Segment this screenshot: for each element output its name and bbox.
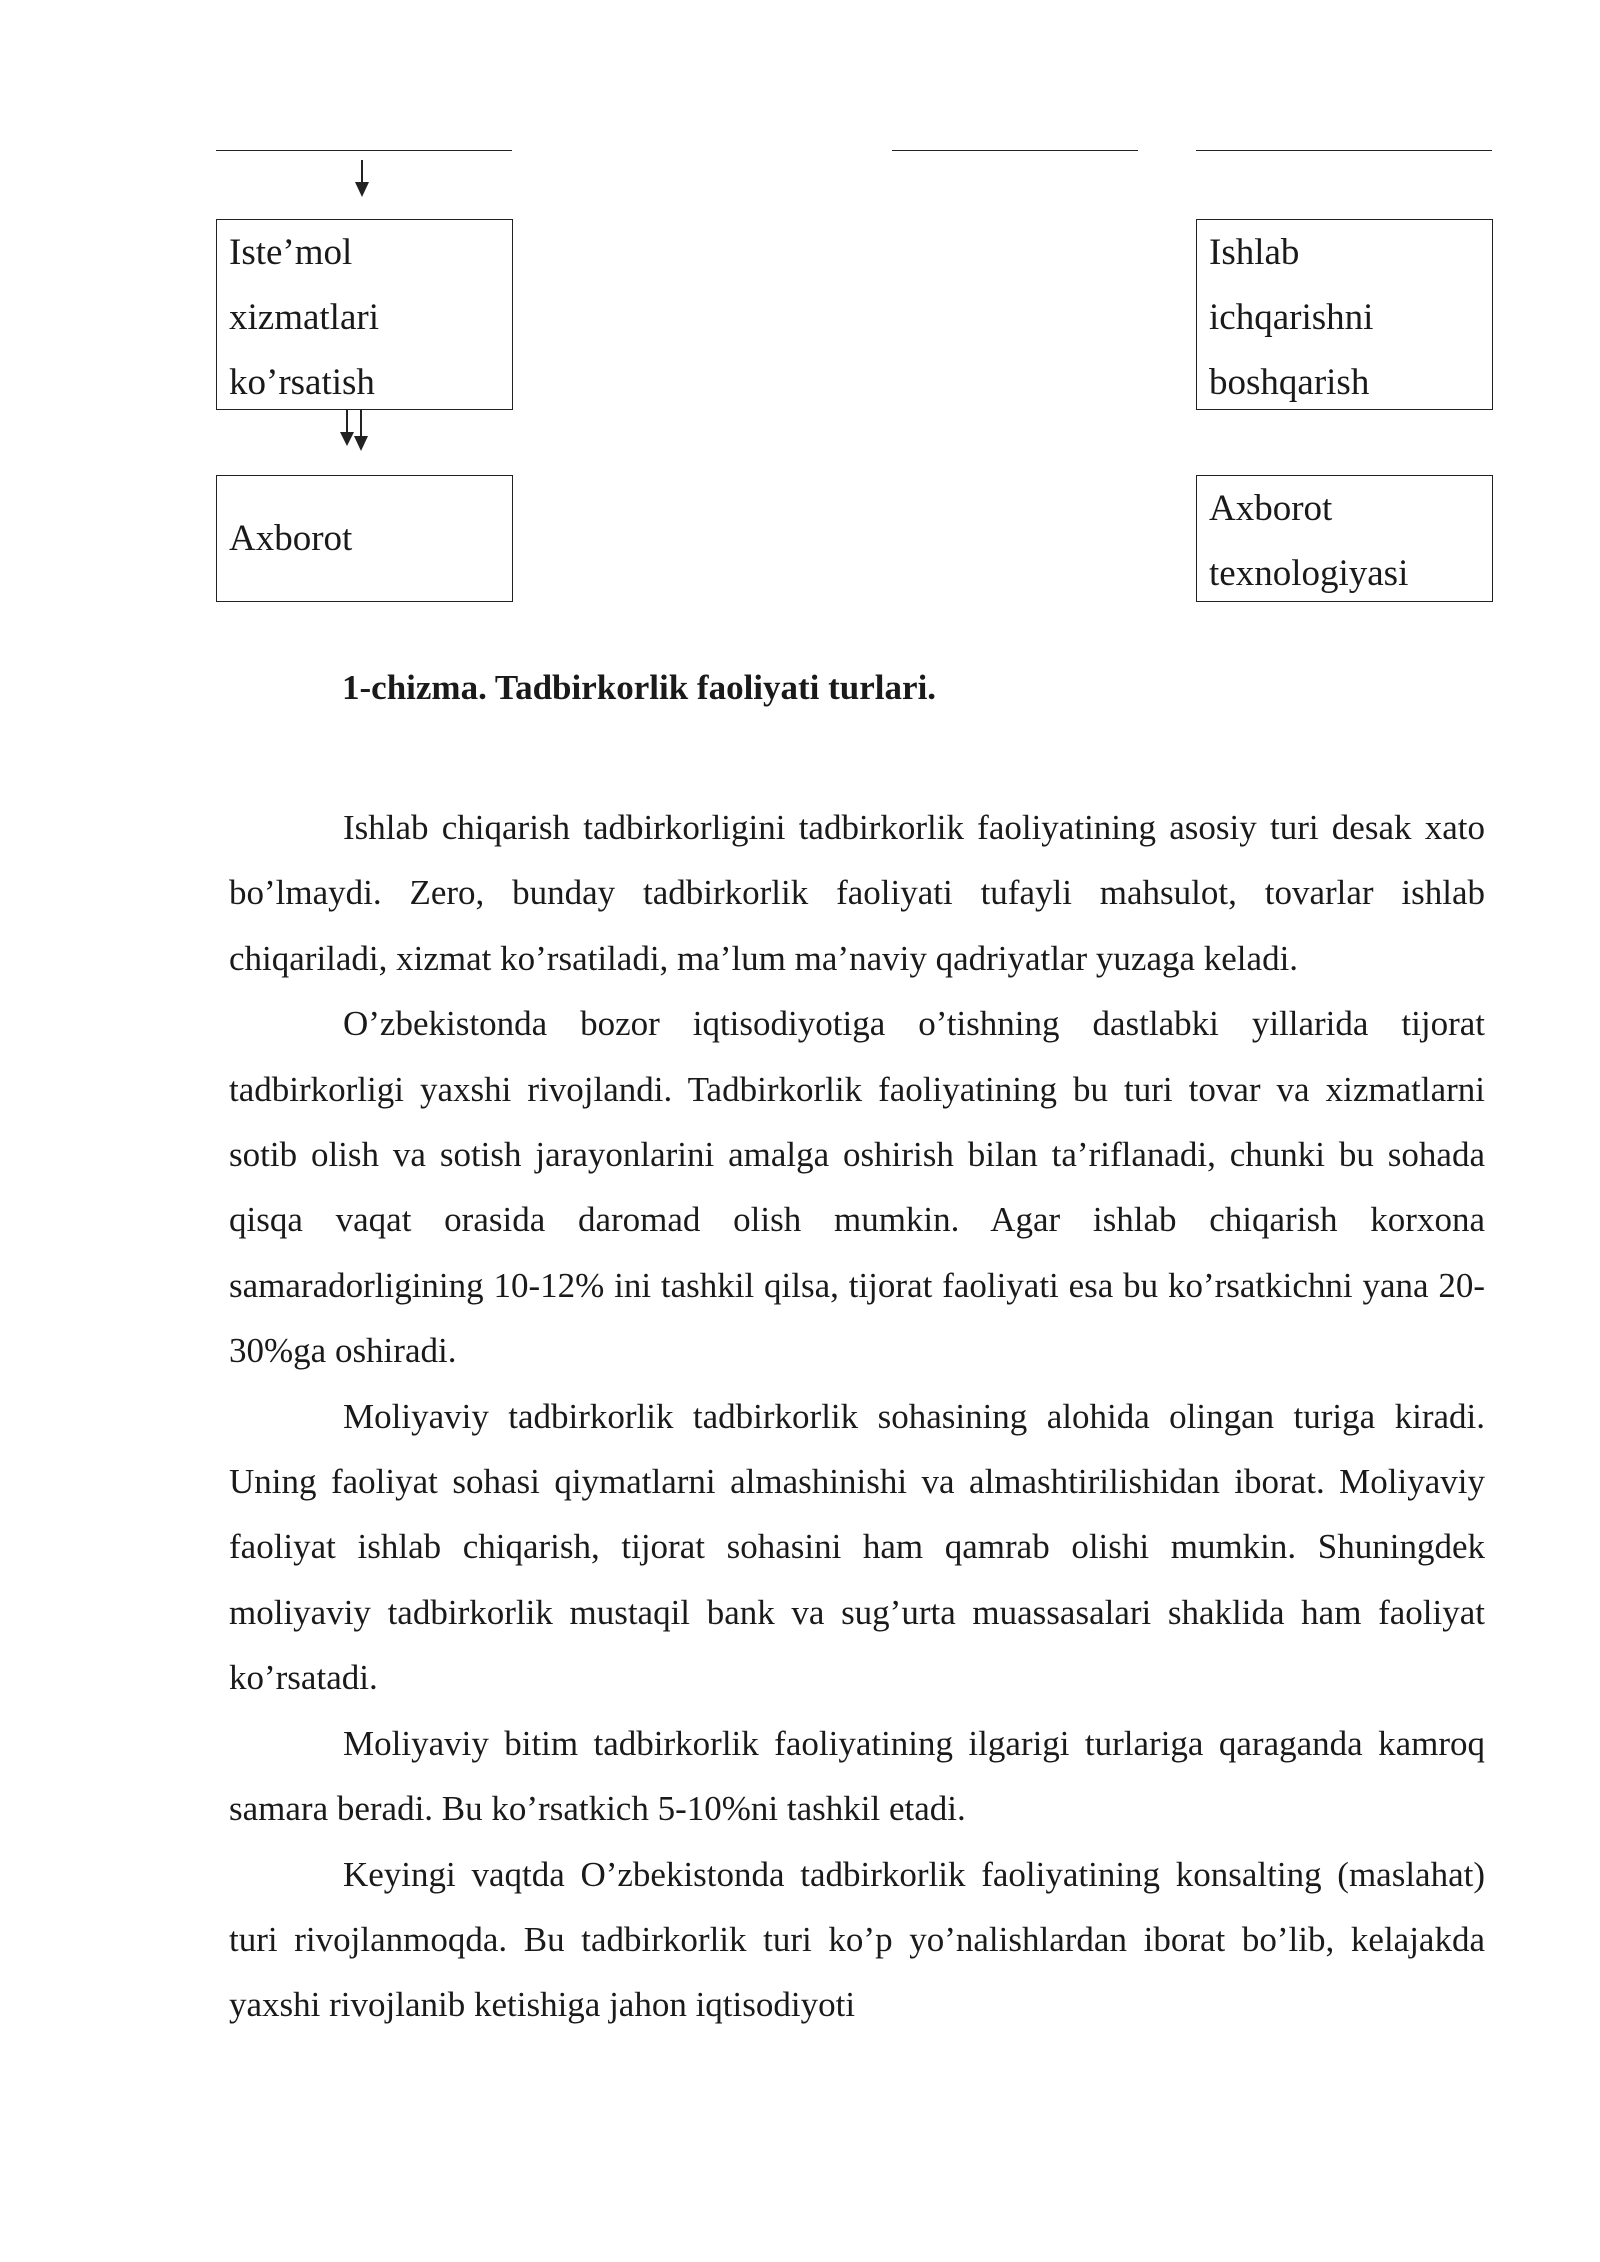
box-line: xizmatlari [229,297,379,338]
box-line: Iste’mol [229,232,353,273]
box-line: boshqarish [1209,362,1370,403]
paragraph: O’zbekistonda bozor iqtisodiyotiga o’tishning dastlabki yillarida tijorat tadbirkorligi yaxshi rivojlandi. Tadbirkorlik faoliyatining bu turi tovar va xizmatlarni sotib olish va sotish jarayonlarini amalga oshirish bilan ta’riflanadi, chunki bu sohada qisqa vaqat orasida daromad olish mumkin. Agar ishlab chiqarish korxona samaradorligining 10-12% ini tashkil qilsa, tijorat faoliyati esa bu ko’rsatkichni yana 20-30%ga oshiradi. [229,1004,1485,1371]
connector-line-right [1196,150,1492,151]
box-line: Ishlab [1209,232,1300,273]
box-line: Axborot [1209,488,1333,529]
paragraph: Moliyaviy tadbirkorlik tadbirkorlik sohasining alohida olingan turiga kiradi. Uning faoliyat sohasi qiymatlarni almashinishi va almashtirilishidan iborat. Moliyaviy faoliyat ishlab chiqarish, tijorat sohasini ham qamrab olishi mumkin. Shuningdek moliyaviy tadbirkorlik mustaqil bank va sug’urta muassasalari shaklida ham faoliyat ko’rsatadi. [229,1396,1485,1698]
double-down-arrow-icon [336,410,372,452]
box-line: texnologiyasi [1209,553,1409,594]
diagram-box-information-technology [1196,475,1493,602]
connector-line-left [216,150,512,151]
paragraph: Keyingi vaqtda O’zbekistonda tadbirkorlik faoliyatining konsalting (maslahat) turi rivojlanmoqda. Bu tadbirkorlik turi ko’p yo’nalishlardan iborat bo’lib, kelajakda yaxshi rivojlanib ketishiga jahon iqtisodiyoti [229,1854,1485,2025]
down-arrow-icon [352,160,372,198]
diagram-box-information [216,475,513,602]
box-line: Axborot [229,518,353,559]
figure-caption: 1-chizma. Tadbirkorlik faoliyati turlari. [342,668,937,707]
box-line: ko’rsatish [229,362,375,403]
paragraph: Ishlab chiqarish tadbirkorligini tadbirkorlik faoliyatining asosiy turi desak xato bo’lmaydi. Zero, bunday tadbirkorlik faoliyati tufayli mahsulot, tovarlar ishlab chiqariladi, xizmat ko’rsatiladi, ma’lum ma’naviy qadriyatlar yuzaga keladi. [229,808,1485,978]
diagram-box-consumer-services [216,219,513,410]
body-text [229,795,1485,2038]
connector-line-middle [892,150,1138,151]
diagram-box-production-management [1196,219,1493,410]
paragraph: Moliyaviy bitim tadbirkorlik faoliyatining ilgarigi turlariga qaraganda kamroq samara beradi. Bu ko’rsatkich 5-10%ni tashkil etadi. [229,1723,1485,1829]
box-line: ichqarishni [1209,297,1374,338]
